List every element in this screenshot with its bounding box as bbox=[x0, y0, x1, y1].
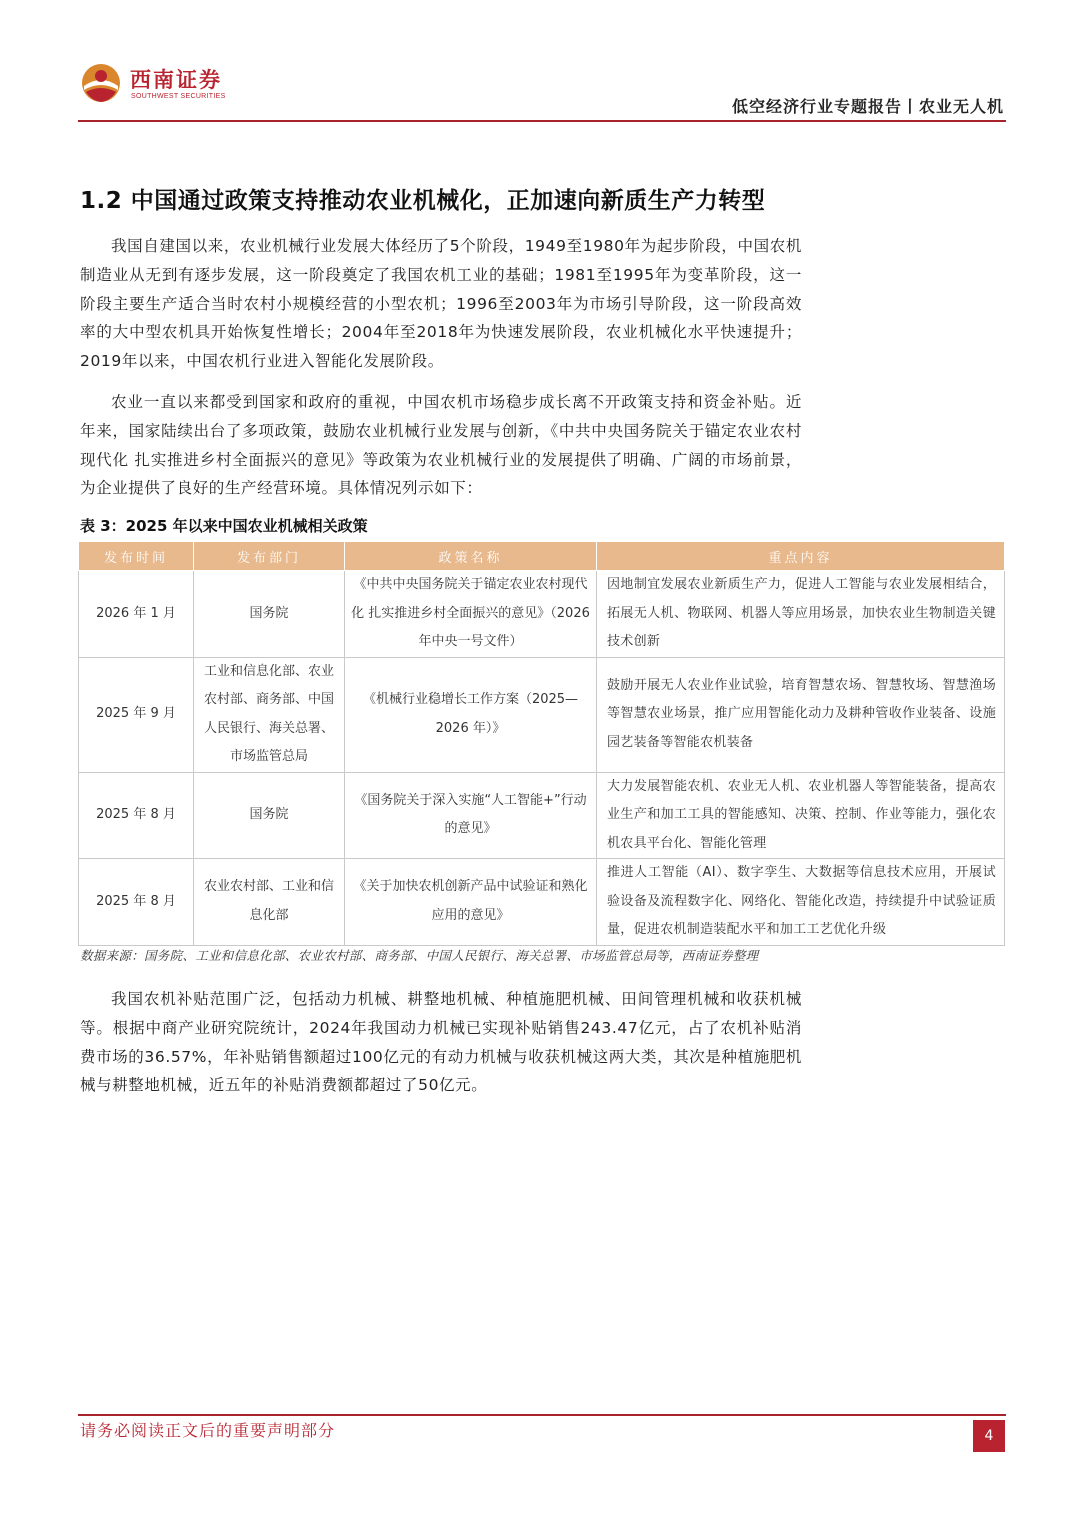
cell-key-content: 因地制宜发展农业新质生产力，促进人工智能与农业发展相结合，拓展无人机、物联网、机器人等应用场景，加快农业生物制造关键技术创新 bbox=[597, 571, 1005, 658]
cell-dept: 国务院 bbox=[194, 772, 345, 859]
header-divider bbox=[78, 120, 1006, 122]
header-key-content: 重点内容 bbox=[597, 542, 1005, 571]
cell-date: 2025 年 8 月 bbox=[79, 859, 194, 946]
cell-policy-name: 《国务院关于深入实施“人工智能+”行动的意见》 bbox=[345, 772, 597, 859]
cell-dept: 国务院 bbox=[194, 571, 345, 658]
cell-key-content: 大力发展智能农机、农业无人机、农业机器人等智能装备，提高农业生产和加工工具的智能感知、决策、控制、作业等能力，强化农机农具平台化、智能化管理 bbox=[597, 772, 1005, 859]
body-paragraph-subsidy: 我国农机补贴范围广泛，包括动力机械、耕整地机械、种植施肥机械、田间管理机械和收获机械等。根据中商产业研究院统计，2024年我国动力机械已实现补贴销售243.47亿元，占了农机补贴消费市场的36.57%，年补贴销售额超过100亿元的有动力机械与收获机械这两大类，其次是种植施肥机械与耕整地机械，近五年的补贴消费额都超过了50亿元。 bbox=[80, 990, 802, 1095]
section-heading: 1.2 中国通过政策支持推动农业机械化，正加速向新质生产力转型 bbox=[80, 188, 766, 214]
table-source-note: 数据来源：国务院、工业和信息化部、农业农村部、商务部、中国人民银行、海关总署、市场监管总局等，西南证券整理 bbox=[80, 948, 759, 963]
page-header bbox=[0, 0, 1080, 125]
logo-emblem-icon bbox=[80, 62, 122, 104]
cell-policy-name: 《机械行业稳增长工作方案（2025—2026 年）》 bbox=[345, 657, 597, 772]
cell-policy-name: 《中共中央国务院关于锚定农业农村现代化 扎实推进乡村全面振兴的意见》（2026 年中央一号文件） bbox=[345, 571, 597, 658]
cell-date: 2026 年 1 月 bbox=[79, 571, 194, 658]
report-title: 低空经济行业专题报告丨农业无人机 bbox=[731, 97, 1004, 116]
table-row bbox=[79, 657, 1005, 772]
logo-english-name: SOUTHWEST SECURITIES bbox=[131, 93, 226, 100]
table-header-row bbox=[79, 542, 1005, 571]
header-dept: 发布部门 bbox=[194, 542, 345, 571]
cell-key-content: 鼓励开展无人农业作业试验，培育智慧农场、智慧牧场、智慧渔场等智慧农业场景，推广应用智能化动力及耕种管收作业装备、设施园艺装备等智能农机装备 bbox=[597, 657, 1005, 772]
table-row bbox=[79, 571, 1005, 658]
logo-chinese-name: 西南证券 bbox=[130, 67, 222, 92]
header-policy-name: 政策名称 bbox=[345, 542, 597, 571]
body-paragraph-policy: 农业一直以来都受到国家和政府的重视，中国农机市场稳步成长离不开政策支持和资金补贴。近年来，国家陆续出台了多项政策，鼓励农业机械行业发展与创新，《中共中央国务院关于锚定农业农村现代化 扎实推进乡村全面振兴的意见》等政策为农业机械行业的发展提供了明确、广阔的市场前景，为企业提供了良好的生产经营环境。具体情况列示如下： bbox=[80, 393, 802, 498]
footer-divider bbox=[78, 1414, 1006, 1416]
cell-date: 2025 年 8 月 bbox=[79, 772, 194, 859]
cell-date: 2025 年 9 月 bbox=[79, 657, 194, 772]
body-paragraph-history: 我国自建国以来，农业机械行业发展大体经历了5个阶段，1949至1980年为起步阶段，中国农机制造业从无到有逐步发展，这一阶段奠定了我国农机工业的基础；1981至1995年为变革阶段，这一阶段主要生产适合当时农村小规模经营的小型农机；1996至2003年为市场引导阶段，这一阶段高效率的大中型农机具开始恢复性增长；2004年至2018年为快速发展阶段，农业机械化水平快速提升；2019年以来，中国农机行业进入智能化发展阶段。 bbox=[80, 237, 802, 371]
table-caption: 表 3：2025 年以来中国农业机械相关政策 bbox=[80, 517, 368, 535]
table-row bbox=[79, 772, 1005, 859]
page-number: 4 bbox=[973, 1420, 1005, 1452]
cell-dept: 农业农村部、工业和信息化部 bbox=[194, 859, 345, 946]
cell-policy-name: 《关于加快农机创新产品中试验证和熟化应用的意见》 bbox=[345, 859, 597, 946]
table-row bbox=[79, 859, 1005, 946]
company-logo bbox=[80, 62, 230, 112]
cell-dept: 工业和信息化部、农业农村部、商务部、中国人民银行、海关总署、市场监管总局 bbox=[194, 657, 345, 772]
disclaimer-note: 请务必阅读正文后的重要声明部分 bbox=[80, 1421, 336, 1440]
policy-table bbox=[78, 541, 1005, 946]
cell-key-content: 推进人工智能（AI）、数字孪生、大数据等信息技术应用，开展试验设备及流程数字化、网络化、智能化改造，持续提升中试验证质量，促进农机制造装配水平和加工工艺优化升级 bbox=[597, 859, 1005, 946]
header-date: 发布时间 bbox=[79, 542, 194, 571]
